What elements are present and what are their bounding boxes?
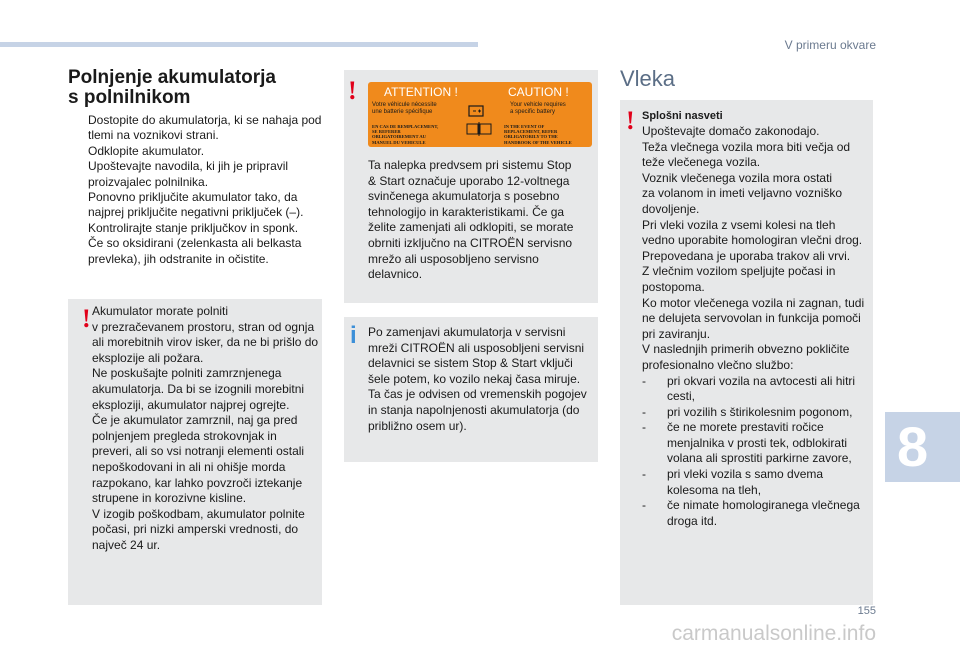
label-description: Ta nalepka predvsem pri sistemu Stop & Start označuje uporabo 12-voltnega svinčenega akumulatorja s posebno tehnologijo in karakteristikami. Če ga želite zamenjati ali odklopiti, se morate obrniti izključno na CITROËN servisno mrežo ali usposobljeno servisno delavnico. — [368, 158, 574, 282]
sticker-french-sub: Votre véhicule nécessite une batterie spécifique — [372, 102, 437, 115]
list-item: - pri vozilih s štirikolesnim pogonom, — [642, 404, 853, 419]
warning-icon: ! — [348, 76, 357, 105]
bullet-icon — [68, 221, 88, 267]
page-number: 155 — [857, 605, 876, 617]
bullet-icon — [68, 159, 88, 190]
step-item: Dostopite do akumulatorja, ki se nahaja pod tlemi na voznikovi strani. — [68, 113, 330, 144]
warning-icon: ! — [626, 106, 635, 135]
towing-heading: Splošni nasveti — [642, 110, 723, 122]
info-text: Po zamenjavi akumulatorja v servisni mreži CITROËN ali usposobljeni servisni delavnici se sistem Stop & Start vključi šele potem, ko vozilo nekaj časa miruje. Ta čas je odvisen od vremenskih pogojev in stanja napolnjenosti akumulatorja (do približno osem ur). — [368, 325, 587, 433]
warning-icon: ! — [82, 304, 91, 333]
step-item: Upoštevajte navodila, ki jih je pripravil proizvajalec polnilnika. — [68, 159, 330, 190]
info-icon: i — [350, 322, 357, 349]
title-line-2: s polnilnikom — [68, 87, 191, 108]
bullet-icon — [68, 144, 88, 159]
list-item: - če ne morete prestaviti ročice menjalnika v prosti tek, odblokirati volana ali sprostiti parkirne zavore, — [642, 420, 852, 466]
title-line-1: Polnjenje akumulatorja — [68, 67, 276, 88]
step-item: Ponovno priključite akumulator tako, da najprej priključite negativni priključek (–). — [68, 190, 330, 221]
chapter-number: 8 — [897, 415, 929, 478]
warning-text: Akumulator morate polniti v prezračevanem prostoru, stran od ognja ali morebitnih virov isker, da ne bi prišlo do eksplozije ali požara. Ne poskušajte polniti zamrznjenega akumulatorja. Da bi se izognili morebitni eksploziji, akumulator najprej ogrejte. Če je akumulator zamrznil, naj ga pred polnjenjem pregleda strokovnjak in preveri, ali so vsi notranji elementi ostali nepoškodovani in ali ni ohišje morda razpokano, kar lahko povzroči iztekanje strupene in korozivne kisline. V izogib poškodbam, akumulator polnite počasi, pri nizki amperski vrednosti, do največ 24 ur. — [92, 304, 319, 552]
list-item: - če nimate homologiranega vlečnega droga itd. — [642, 498, 860, 528]
sticker-french-half — [368, 82, 479, 147]
watermark: carmanualsonline.info — [671, 622, 876, 645]
sticker-french-caps: EN CAS DE REMPLACEMENT, SE REFERER OBLIGATOIREMENT AU MANUEL DU VEHICULE — [372, 124, 439, 145]
charging-steps — [68, 113, 330, 267]
battery-sticker-image — [368, 82, 592, 147]
sticker-attention: ATTENTION ! — [384, 85, 458, 99]
bullet-icon — [68, 190, 88, 221]
section-title-towing: Vleka — [620, 66, 676, 91]
list-item: - pri okvari vozila na avtocesti ali hitri cesti, — [642, 373, 856, 404]
section-title-charging — [68, 68, 276, 108]
chapter-tab — [885, 412, 960, 482]
step-item: Odklopite akumulator. — [68, 144, 330, 159]
towing-text: Upoštevajte domačo zakonodajo. Teža vlečnega vozila mora biti večja od teže vlečenega vozila. Voznik vlečenega vozila mora ostati za volanom in imeti veljavno vozniško dovoljenje. Pri vleki vozila z vsemi kolesi na tleh vedno uporabite homologiran vlečni drog. Prepovedana je uporaba trakov ali vrvi. Z vlečnim vozilom speljujte počasi in postopoma. Ko motor vlečenega vozila ni zagnan, tudi ne delujeta servovolan in funkcija pomoči pri zaviranju. V naslednjih primerih obvezno pokličite profesionalno vlečno službo: - pri okvari vozila na avtocesti ali hitri cesti, - pri vozilih s štirikolesnim pogonom, - če ne morete prestaviti ročice menjalnika v prosti tek, odblokirati volana ali sprostiti parkirne zavore, - pri vleki vozila s samo dvema kolesoma na tleh, - če nimate homologiranega vlečnega droga itd. — [642, 124, 870, 529]
list-item: - pri vleki vozila s samo dvema kolesoma na tleh, — [642, 467, 824, 497]
sticker-english-half — [490, 82, 601, 147]
sticker-english-caps: IN THE EVENT OF REPLACEMENT, REFER OBLIGATORILY TO THE HANDBOOK OF THE VEHICLE — [504, 124, 572, 145]
sticker-caution: CAUTION ! — [508, 85, 569, 99]
bullet-icon — [68, 113, 88, 144]
sticker-english-sub: Your vehicle requires a specific battery — [510, 102, 566, 115]
step-item: Kontrolirajte stanje priključkov in sponk. Če so oksidirani (zelenkasta ali belkasta prevleka), jih odstranite in očistite. — [68, 221, 330, 267]
header-bar — [0, 42, 478, 47]
section-header: V primeru okvare — [784, 38, 876, 52]
